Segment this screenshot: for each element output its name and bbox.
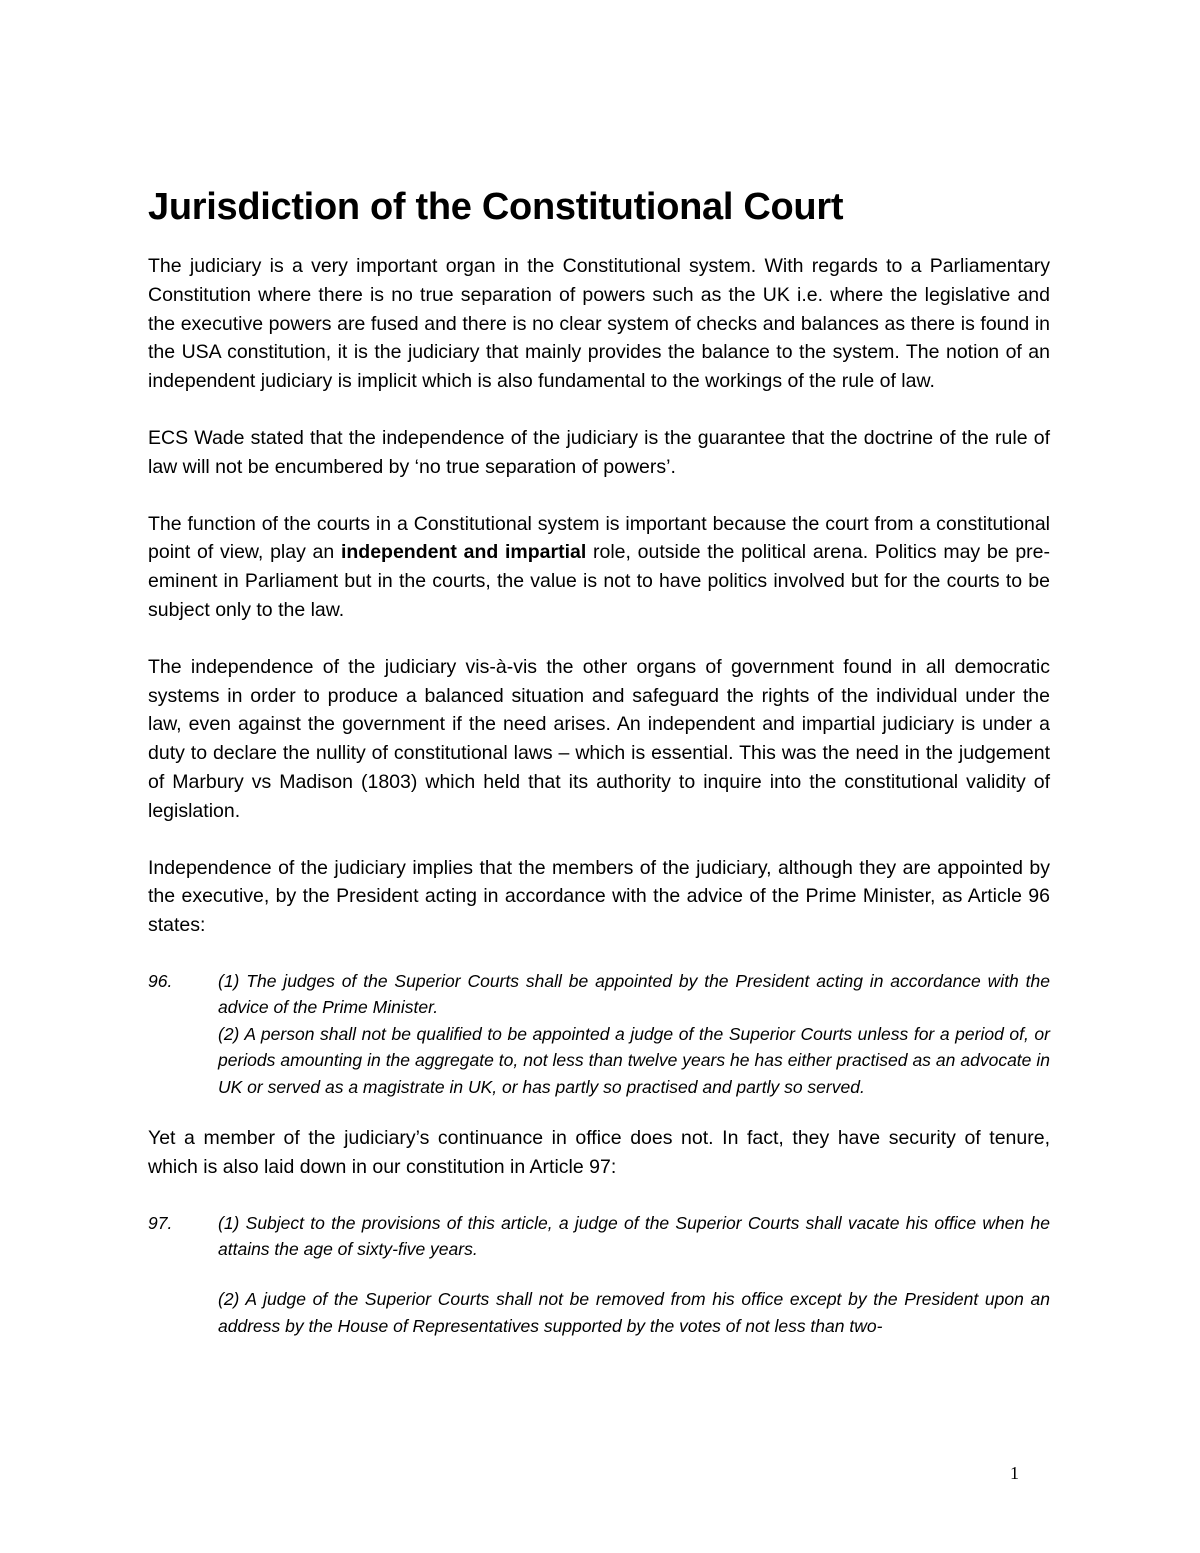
article-number: 96.: [148, 970, 173, 991]
paragraph-appointment: Independence of the judiciary implies that the members of the judiciary, although they are appointed by the executive, by the President acting in accordance with the advice of the Prime Minister, as Article 96 states:: [148, 856, 1050, 937]
paragraph-tenure: Yet a member of the judiciary’s continuance in office does not. In fact, they have security of tenure, which is also laid down in our constitution in Article 97:: [148, 1126, 1050, 1178]
paragraph-text: The function of the courts in a Constitutional system is important because the court from a constitutional point of view, play an: [148, 512, 1050, 564]
paragraph-independence: The independence of the judiciary vis-à-vis the other organs of government found in all democratic systems in order to produce a balanced situation and safeguard the rights of the individual under the law, even against the government if the need arises. An independent and impartial judiciary is under a duty to declare the nullity of constitutional laws – which is essential. This was the need in the judgement of Marbury vs Madison (1803) which held that its authority to inquire into the constitutional validity of legislation.: [148, 655, 1050, 822]
article-text: [218, 1210, 1050, 1340]
document-body: [148, 184, 1050, 1363]
document-title: Jurisdiction of the Constitutional Court: [148, 186, 844, 228]
paragraph-court-function: [148, 510, 1050, 625]
paragraph-text: role, outside the political arena. Politics may be pre-eminent in Parliament but in the courts, the value is not to have politics involved but for the courts to be subject only to the law.: [148, 541, 1050, 621]
paragraph-judiciary-role: The judiciary is a very important organ in the Constitutional system. With regards to a Parliamentary Constitution where there is no true separation of powers such as the UK i.e. where the legislative and the executive powers are fused and there is no clear system of checks and balances as there is found in the USA constitution, it is the judiciary that mainly provides the balance to the system. The notion of an independent judiciary is implicit which is also fundamental to the workings of the rule of law.: [148, 255, 1050, 393]
bold-emphasis: independent and impartial: [340, 541, 587, 564]
article-97-quote: [148, 1210, 1050, 1340]
article-text: [218, 968, 1050, 1100]
article-number: 97.: [148, 1212, 173, 1233]
article-clause: (2) A person shall not be qualified to be appointed a judge of the Superior Courts unless for a period of, or periods amounting in the aggregate to, not less than twelve years he has either practised as an advocate in UK or served as a magistrate in UK, or has partly so practised and partly so served.: [218, 1023, 1050, 1097]
article-clause: (1) The judges of the Superior Courts shall be appointed by the President acting in accordance with the advice of the Prime Minister.: [218, 970, 1050, 1018]
page-number: 1: [1010, 1463, 1019, 1483]
article-clause: (2) A judge of the Superior Courts shall not be removed from his office except by the President upon an address by the House of Representatives supported by the votes of not less than two-: [218, 1289, 1050, 1336]
article-clause: (1) Subject to the provisions of this article, a judge of the Superior Courts shall vacate his office when he attains the age of sixty-five years.: [218, 1212, 1050, 1259]
paragraph-ecs-wade: ECS Wade stated that the independence of the judiciary is the guarantee that the doctrine of the rule of law will not be encumbered by ‘no true separation of powers’.: [148, 426, 1050, 478]
article-96-quote: [148, 968, 1050, 1100]
